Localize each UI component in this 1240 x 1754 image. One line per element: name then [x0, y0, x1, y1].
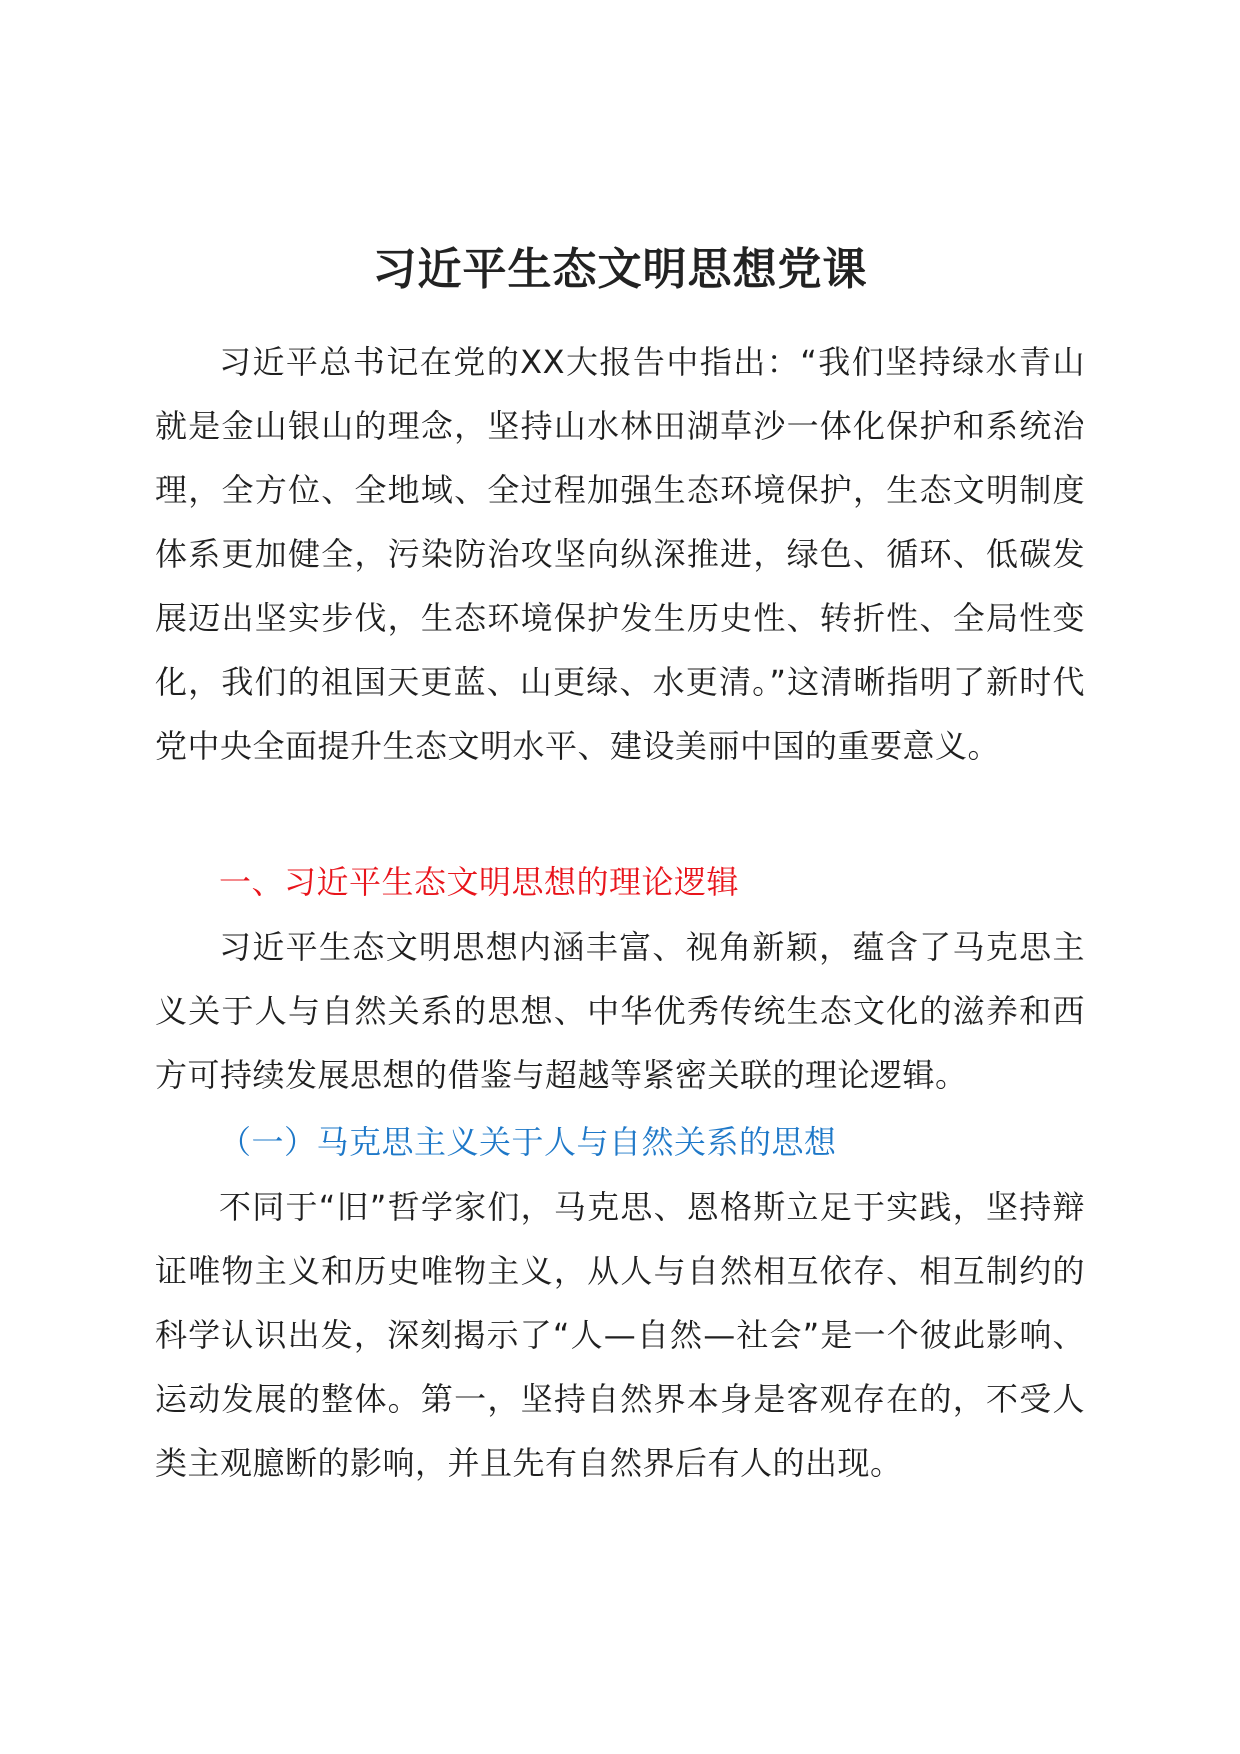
section-heading-1 [155, 850, 1085, 914]
paragraph-intro [155, 330, 1085, 778]
subsection-heading-1 [155, 1110, 1085, 1174]
paragraph-theory [155, 915, 1085, 1107]
paragraph-theory-text: 习近平生态文明思想内涵丰富、视角新颖，蕴含了马克思主义关于人与自然关系的思想、中华优秀传统生态文化的滋养和西方可持续发展思想的借鉴与超越等紧密关联的理论逻辑。 [155, 928, 1085, 1094]
paragraph-marxism [155, 1175, 1085, 1495]
section-heading-1-text: 一、习近平生态文明思想的理论逻辑 [219, 863, 740, 901]
paragraph-intro-text: 习近平总书记在党的XX大报告中指出：“我们坚持绿水青山就是金山银山的理念，坚持山水林田湖草沙一体化保护和系统治理，全方位、全地域、全过程加强生态环境保护，生态文明制度体系更加健全，污染防治攻坚向纵深推进，绿色、循环、低碳发展迈出坚实步伐，生态环境保护发生历史性、转折性、全局性变化，我们的祖国天更蓝、山更绿、水更清。”这清晰指明了新时代党中央全面提升生态文明水平、建设美丽中国的重要意义。 [155, 343, 1085, 765]
subsection-heading-1-text: （一）马克思主义关于人与自然关系的思想 [219, 1123, 837, 1161]
document-title: 习近平生态文明思想党课 [372, 244, 868, 295]
paragraph-marxism-text: 不同于“旧”哲学家们，马克思、恩格斯立足于实践，坚持辩证唯物主义和历史唯物主义，从人与自然相互依存、相互制约的科学认识出发，深刻揭示了“人—自然—社会”是一个彼此影响、运动发展的整体。第一，坚持自然界本身是客观存在的，不受人类主观臆断的影响，并且先有自然界后有人的出现。 [155, 1188, 1085, 1482]
